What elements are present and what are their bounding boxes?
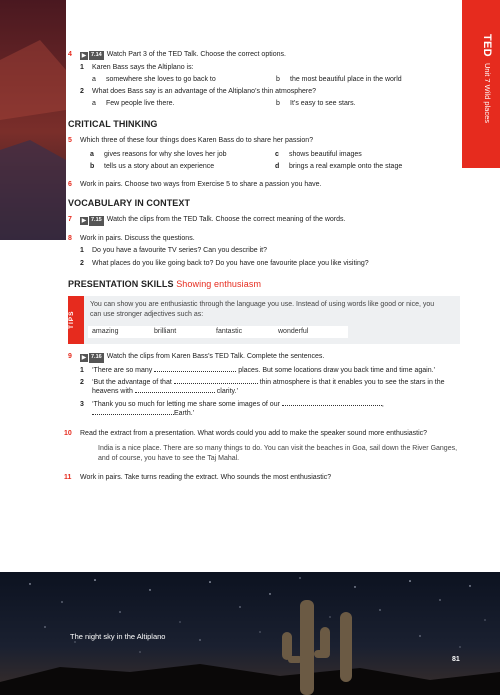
question-1 [80,63,460,72]
exercise-instruction: Watch Part 3 of the TED Talk. Choose the correct options. [106,51,286,58]
exercise-instruction: Watch the clips from the TED Talk. Choose the correct meaning of the words. [106,216,346,224]
top-left-photo [0,0,66,240]
sentence-2 [80,378,460,397]
clip-badge[interactable]: 7.14 [89,51,104,60]
option-letter: a [92,75,96,83]
option-text: brings a real example onto the stage [289,163,403,171]
play-icon[interactable]: ▶ [81,355,87,362]
sentence-text: thin atmosphere is that it enables you to see the stars in the heavens with [92,378,445,396]
option-text: tells us a story about an experience [104,163,215,171]
option-a[interactable] [92,99,276,108]
play-icon[interactable]: ▶ [81,218,87,225]
sidebar-label [469,34,493,144]
question-number: 2 [80,259,84,267]
option-d[interactable] [275,162,460,171]
tips-label: TIPS [68,296,84,344]
photo-caption: The night sky in the Altiplano [70,632,166,641]
question-number: 1 [80,64,84,72]
options-row [92,99,460,108]
exercise-5 [68,136,460,173]
question-number: 2 [80,88,84,96]
adjective-list [88,326,348,338]
sentence-text: ‘But the advantage of that [92,378,172,386]
question-text: Karen Bass says the Altiplano is: [92,64,194,72]
adjective: brilliant [154,328,177,336]
option-letter: a [92,99,96,107]
answer-blank[interactable] [135,392,215,393]
option-text: Few people live there. [106,99,175,107]
sentence-1 [80,366,460,375]
exercise-7 [68,215,460,225]
sentence-text: ‘Thank you so much for letting me share some images of our [92,400,280,408]
option-letter: c [275,150,279,158]
option-a[interactable] [90,150,275,159]
adjective: wonderful [278,328,309,336]
section-heading-presentation-skills [68,278,460,290]
option-text: somewhere she loves to go back to [106,75,216,83]
option-c[interactable] [275,150,460,159]
unit-title: Unit 7 Wild places [483,63,492,124]
sentence-text: Earth.’ [174,410,195,418]
question-1 [80,246,460,255]
exercise-number: 6 [68,180,72,188]
option-letter: b [90,163,95,171]
question-number: 3 [80,400,84,408]
exercise-instruction: Work in pairs. Take turns reading the extract. Who sounds the most enthusiastic? [80,474,332,481]
clip-badge[interactable]: 7.15 [89,216,104,225]
option-letter: a [90,150,94,158]
heading-subtitle: Showing enthusiasm [176,278,262,289]
heading-text: PRESENTATION SKILLS [68,278,174,289]
adjective: fantastic [216,328,243,336]
tips-text: You can show you are enthusiastic through the language you use. Instead of using words like good or nice, you can use stronger adjectives such as: [90,301,435,318]
play-icon[interactable]: ▶ [81,53,87,59]
exercise-9 [68,352,460,421]
answer-blank[interactable] [282,405,382,406]
exercise-number: 10 [64,429,72,437]
ted-logo: TED [481,34,493,57]
exercise-number: 11 [64,474,72,481]
sentence-text: places. But some locations draw you back time and time again.’ [238,366,436,374]
sentence-text: ‘There are so many [92,366,153,374]
extract-passage: India is a nice place. There are so many things to do. You can visit the beaches in Goa, sail down the River Ganges, and of course, you have to see the Taj Mahal. [98,445,458,462]
question-number: 1 [80,247,84,255]
page-number: 81 [452,656,460,663]
option-letter: d [275,163,280,171]
tips-box [68,296,460,344]
page-content [64,50,460,486]
exercise-number: 7 [68,216,72,224]
option-letter: b [276,75,280,83]
sentence-3 [80,400,460,419]
clip-badge[interactable]: 7.16 [89,353,104,362]
option-b[interactable] [90,162,275,171]
options-grid [90,150,460,172]
exercise-10 [64,429,460,469]
exercise-number: 5 [68,137,72,145]
option-b[interactable] [276,75,460,84]
question-2 [80,87,460,96]
adjective: amazing [92,328,119,336]
question-text: Do you have a favourite TV series? Can you describe it? [92,247,267,255]
answer-blank[interactable] [154,371,236,372]
answer-blank[interactable] [92,414,174,415]
section-heading-critical-thinking: CRITICAL THINKING [68,119,158,130]
exercise-6 [68,180,460,189]
sentence-text: clarity.’ [216,388,239,396]
option-letter: b [276,99,280,107]
question-text: What places do you like going back to? Do you have one favourite place you like visiting? [92,259,369,267]
exercise-number: 8 [68,234,72,242]
option-b[interactable] [276,99,460,108]
exercise-4 [68,50,460,110]
option-text: the most beautiful place in the world [290,75,402,83]
exercise-instruction: Work in pairs. Choose two ways from Exercise 5 to share a passion you have. [80,180,322,188]
question-text: What does Bass say is an advantage of the Altiplano’s thin atmosphere? [92,88,317,96]
exercise-number: 9 [68,353,72,361]
question-2 [80,259,460,268]
option-text: It’s easy to see stars. [290,99,356,107]
exercise-instruction: Watch the clips from Karen Bass’s TED Talk. Complete the sentences. [106,353,325,361]
exercise-8 [68,234,460,270]
question-number: 1 [80,366,84,374]
exercise-11 [64,473,460,482]
option-text: gives reasons for why she loves her job [104,150,227,158]
exercise-instruction: Which three of these four things does Karen Bass do to share her passion? [80,137,314,145]
option-text: shows beautiful images [289,150,362,158]
exercise-instruction: Work in pairs. Discuss the questions. [80,234,195,242]
exercise-instruction: Read the extract from a presentation. What words could you add to make the speaker sound more enthusiastic? [80,429,428,437]
options-row [92,75,460,84]
sentence-text: , [381,400,384,408]
question-number: 2 [80,378,84,386]
exercise-number: 4 [68,51,72,58]
section-heading-vocabulary: VOCABULARY IN CONTEXT [68,198,191,209]
answer-blank[interactable] [174,383,258,384]
option-a[interactable] [92,75,276,84]
